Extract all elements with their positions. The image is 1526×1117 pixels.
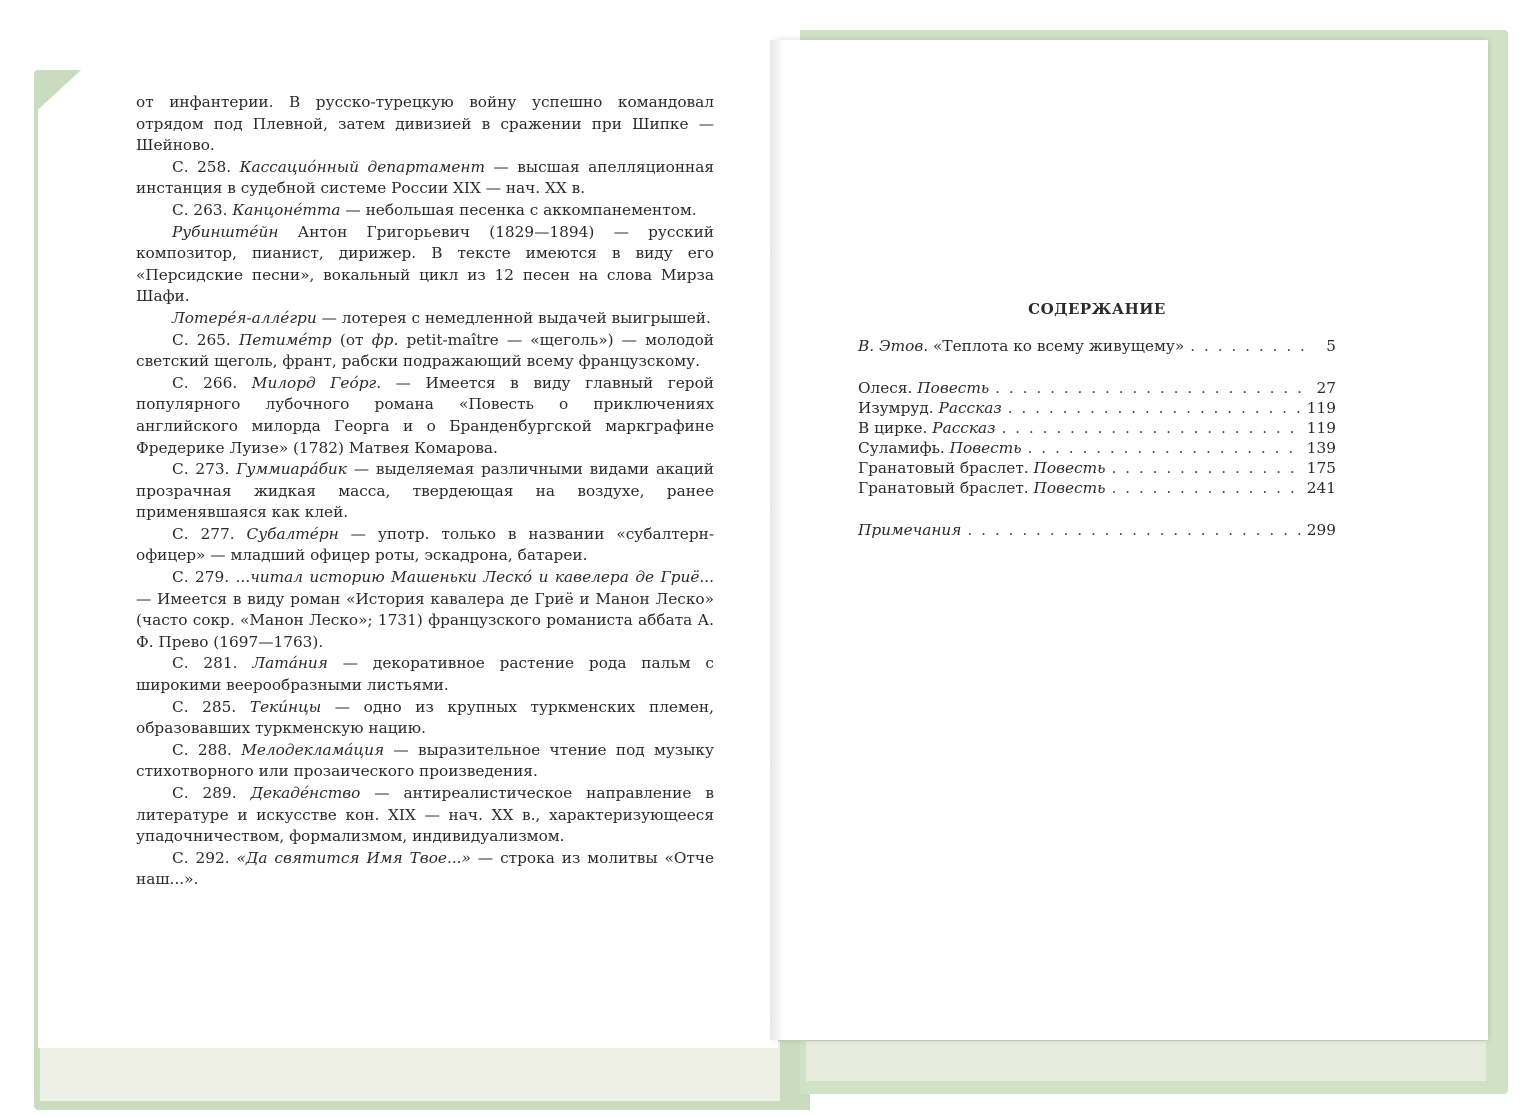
toc-item-title: Изумруд.	[858, 399, 939, 417]
toc-item-label	[858, 378, 989, 398]
note-term: Субалтéрн	[246, 524, 339, 543]
note-term: Мелодекламáция	[241, 740, 385, 759]
note-text: С. 277.	[172, 524, 247, 543]
note-text: С. 266.	[172, 373, 252, 392]
toc-items	[858, 378, 1336, 478]
toc-item-label	[858, 398, 1002, 418]
note-paragraph	[136, 653, 714, 696]
toc-item-page: 139	[1306, 439, 1336, 457]
table-of-contents	[858, 300, 1336, 540]
toc-item-genre: Рассказ	[938, 399, 1002, 417]
note-term: Кассациóнный департамент	[239, 157, 485, 176]
toc-item-page: 119	[1306, 419, 1336, 437]
toc-item-row	[858, 478, 1336, 498]
note-term: Лотерéя-аллéгри	[172, 308, 317, 327]
toc-leader-dots	[1111, 478, 1300, 498]
toc-item-row	[858, 418, 1336, 438]
note-paragraph	[136, 92, 714, 157]
note-text: — одно из крупных туркменских племен, образовавших туркменскую нацию.	[136, 697, 714, 738]
toc-item-title: Гранатовый браслет.	[858, 459, 1034, 477]
note-text: — высшая апелляционная инстанция в судебной системе России XIX — нач. XX в.	[136, 157, 714, 198]
note-text: — употр. только в названии «субалтерн-офицер» — младший офицер роты, эскадрона, батареи.	[136, 524, 714, 565]
toc-item-row	[858, 458, 1336, 478]
note-text: С. 265.	[172, 330, 239, 349]
note-text: — Имеется в виду главный герой популярного лубочного романа «Повесть о приключениях английского милорда Георга и о Бранденбургской маркграфине Фредерике Луизе» (1782) Матвея Комарова.	[136, 373, 714, 457]
note-text: petit-maître — «щеголь») — молодой светский щеголь, франт, рабски подражающий всему французскому.	[136, 330, 714, 371]
toc-item-genre: Рассказ	[932, 419, 996, 437]
toc-item-title: В цирке.	[858, 419, 933, 437]
toc-item-page: 241	[1306, 479, 1336, 497]
note-text: — Имеется в виду роман «История кавалера де Гриё и Манон Леско» (часто сокр. «Манон Леско»; 1731) французского романиста аббата А. Ф. Прево (1697—1763).	[136, 589, 714, 651]
note-text: С. 288.	[172, 740, 242, 759]
note-paragraph	[136, 567, 714, 653]
note-text: С. 289.	[172, 784, 251, 802]
note-term: Милорд Геóрг.	[251, 373, 382, 392]
note-text: — выделяемая различными видами акаций прозрачная жидкая масса, твердеющая на воздухе, ранее применявшаяся как клей.	[136, 460, 714, 522]
note-term: Латáния	[252, 654, 328, 673]
note-text: — декоративное растение рода пальм с широкими веерообразными листьями.	[136, 654, 714, 695]
toc-item-label	[858, 438, 1022, 458]
note-paragraph	[136, 783, 714, 848]
note-paragraph	[136, 308, 714, 330]
toc-leader-dots	[1001, 418, 1300, 438]
note-term: «Да святится Имя Твое...»	[236, 848, 471, 867]
note-term: ...читал историю Машеньки Лескó и кавелера де Гриё...	[235, 568, 714, 587]
note-term: Канцонéтта	[232, 200, 341, 219]
toc-notes-page: 299	[1306, 521, 1336, 539]
note-text: С. 258.	[172, 157, 240, 176]
note-term: Декадéнство	[250, 784, 361, 802]
toc-leader-dots	[1190, 336, 1304, 356]
note-paragraph	[136, 524, 714, 567]
toc-item-row	[858, 398, 1336, 418]
toc-item-genre: Повесть	[949, 439, 1022, 457]
toc-notes-row	[858, 520, 1336, 540]
toc-leader-dots	[1028, 438, 1301, 458]
toc-intro-row	[858, 336, 1336, 356]
note-paragraph	[136, 373, 714, 459]
note-text: С. 285.	[172, 697, 250, 716]
toc-notes-label: Примечания	[858, 521, 962, 539]
toc-item-title: Суламифь.	[858, 439, 950, 457]
toc-item-genre: Повесть	[1033, 479, 1106, 497]
toc-item-page: 119	[1306, 399, 1336, 417]
note-text: — выразительное чтение под музыку стихотворного или прозаического произведения.	[136, 740, 714, 781]
toc-item-row	[858, 378, 1336, 398]
toc-leader-dots	[967, 520, 1300, 540]
toc-item-page: 27	[1316, 379, 1336, 397]
note-paragraph	[136, 459, 714, 524]
note-text: от инфантерии. В русско-турецкую войну успешно командовал отрядом под Плевной, затем дивизией в сражении при Шипке — Шейново.	[136, 93, 714, 155]
note-text: (от	[331, 330, 372, 349]
note-text: С. 279.	[172, 568, 236, 587]
note-text: — строка из молитвы «Отче наш...».	[136, 848, 715, 889]
note-paragraph	[136, 200, 714, 222]
note-text: — антиреалистическое направление в литературе и искусстве кон. XIX — нач. XX в., характеризующееся упадочничеством, формализмом, индивидуализмом.	[136, 784, 714, 846]
toc-intro-author: В. Этов.	[858, 337, 929, 355]
note-term: Текúнцы	[249, 697, 322, 716]
note-paragraph	[136, 222, 714, 308]
right-page	[776, 40, 1488, 1040]
page-stack-left	[40, 1040, 780, 1101]
toc-item-title: Олеся.	[858, 379, 918, 397]
note-term: фр.	[371, 330, 399, 349]
note-text: — небольшая песенка с аккомпанементом.	[340, 200, 697, 219]
note-paragraph	[136, 330, 714, 373]
toc-item-label	[858, 458, 1105, 478]
toc-item-label	[858, 418, 995, 438]
note-text: С. 292.	[172, 848, 237, 867]
note-text: С. 281.	[172, 654, 253, 673]
toc-intro-label	[858, 336, 1184, 356]
note-paragraph	[136, 157, 714, 200]
note-text: С. 273.	[172, 460, 237, 479]
note-text: Антон Григорьевич (1829—1894) — русский композитор, пианист, дирижер. В тексте имеются в виду его «Персидские песни», вокальный цикл из 12 песен на слова Мирза Шафи.	[136, 222, 714, 306]
note-term: Рубинштéйн	[172, 222, 279, 241]
book-gutter	[770, 40, 784, 1040]
toc-item-genre: Повесть	[917, 379, 990, 397]
toc-item-genre: Повесть	[1033, 459, 1106, 477]
toc-leader-dots	[995, 378, 1304, 398]
toc-item-row	[858, 438, 1336, 458]
toc-item-label	[858, 478, 1105, 498]
notes-text	[136, 92, 714, 891]
toc-title: СОДЕРЖАНИЕ	[1028, 300, 1166, 318]
note-term: Петимéтр	[238, 330, 332, 349]
note-paragraph	[136, 740, 714, 783]
toc-leader-dots	[1111, 458, 1300, 478]
toc-leader-dots	[1008, 398, 1301, 418]
note-paragraph	[136, 697, 714, 740]
toc-intro-page: 5	[1326, 337, 1336, 355]
page-stack-right	[806, 1040, 1486, 1081]
toc-item-page: 175	[1306, 459, 1336, 477]
note-text: С. 263.	[172, 200, 233, 219]
toc-intro-title: «Теплота ко всему живущему»	[928, 337, 1185, 355]
note-paragraph	[136, 848, 714, 891]
toc-item-title: Гранатовый браслет.	[858, 479, 1034, 497]
note-term: Гуммиарáбик	[236, 460, 347, 479]
note-text: — лотерея с немедленной выдачей выигрышей.	[316, 308, 711, 327]
